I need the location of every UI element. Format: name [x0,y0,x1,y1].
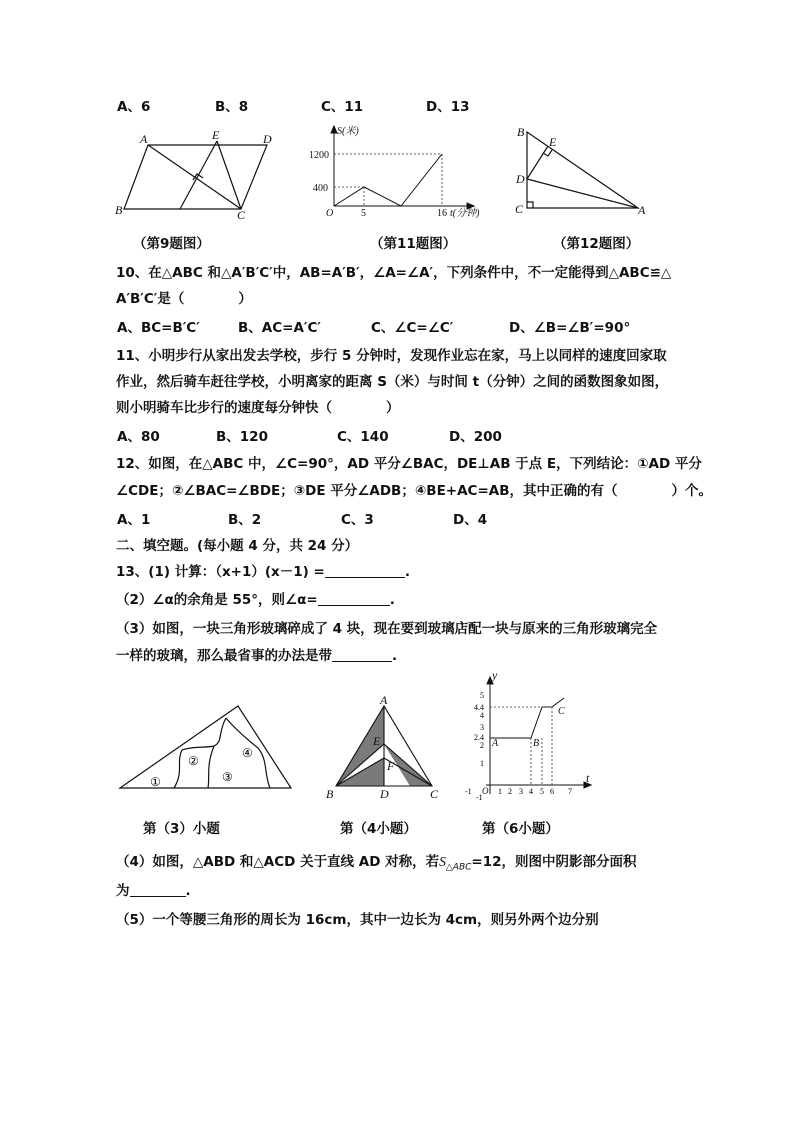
q11-line-2: 作业，然后骑车赶往学校，小明离家的距离 S（米）与时间 t（分钟）之间的函数图象如图， [116,374,669,390]
q13-2-text: （2）∠α的余角是 55°，则∠α= [116,592,318,608]
q11-option-b: B、120 [216,429,268,445]
figure-11-graph [306,124,486,222]
q13-4-area-subscript: △ABC [445,862,472,873]
q9-option-a: A、6 [117,99,151,115]
q13-3-answer-blank[interactable] [332,648,392,662]
fig4-label-d: D [380,787,389,801]
fig6-x-tick-neg1: -1 [465,787,472,796]
fig6-origin: O [482,786,489,796]
fig6-x-axis-label: t [586,771,590,785]
fig6-x-tick-5: 5 [540,787,544,796]
fig4-label-c: C [430,787,439,801]
q11-line-1: 11、小明步行从家出发去学校，步行 5 分钟时，发现作业忘在家，马上以同样的速度回家取 [116,348,667,364]
fig6-y-tick-2-4: 2.4 [474,733,484,742]
figure-4-shaded-triangle [322,694,448,802]
figure-9-parallelogram [110,128,280,220]
q9-option-c: C、11 [321,99,364,115]
q13-2-line [116,588,395,608]
fig6-x-tick-4: 4 [529,787,533,796]
q10-line-1: 10、在△ABC 和△A′B′C′中，AB=A′B′，∠A=∠A′，下列条件中，不一定能得到△ABC≌△ [116,265,672,281]
q10-option-a: A、BC=B′C′ [117,320,200,336]
q11-option-a: A、80 [117,429,160,445]
fig11-caption: （第11题图） [370,236,457,252]
fig11-origin: O [326,208,334,219]
q12-option-a: A、1 [117,512,151,528]
fig3-piece-1: ① [150,775,161,789]
fig4-label-f: F [387,759,395,773]
section-2-heading: 二、填空题。(每小题 4 分，共 24 分） [116,538,359,554]
q13-2-period: . [389,592,395,608]
fig12-label-b: B [517,125,525,139]
q12-option-b: B、2 [228,512,262,528]
sub-caption-6: 第（6小题） [482,821,559,837]
fig9-label-d: D [263,132,272,146]
fig6-y-tick-2: 2 [480,741,484,750]
q13-4-text: （4）如图，△ABD 和△ACD 关于直线 AD 对称，若 [116,854,440,870]
q13-3-period: . [392,648,398,664]
figure-12-triangle [510,124,650,218]
fig6-y-tick-4: 4 [480,711,484,720]
q10-option-c: C、∠C=∠C′ [371,320,454,336]
fig11-tick-1200: 1200 [309,150,329,161]
fig6-y-tick-5: 5 [480,691,484,700]
fig9-label-e: E [212,128,220,142]
fig12-caption: （第12题图） [553,236,640,252]
fig6-x-tick-1: 1 [498,787,502,796]
q12-line-1: 12、如图，在△ABC 中，∠C=90°，AD 平分∠BAC，DE⊥AB 于点 E，下列结论：①AD 平分 [116,456,702,472]
q12-line-2: ∠CDE；②∠BAC=∠BDE；③DE 平分∠ADB；④BE+AC=AB，其中正确的有（ ）个。 [116,483,713,499]
fig6-x-tick-6: 6 [550,787,554,796]
fig12-label-e: E [549,135,557,149]
q13-3-line-2 [116,644,397,664]
figure-3-broken-triangle [118,702,294,794]
sub-caption-3: 第（3）小题 [143,821,220,837]
fig12-label-a: A [638,203,646,217]
q13-4-text-3: 为 [116,883,130,899]
fig3-piece-2: ② [188,754,199,768]
fig6-y-axis-label: y [492,668,498,682]
q13-1-answer-blank[interactable] [325,564,405,578]
fig11-x-axis-label: t(分钟) [450,208,480,219]
fig11-y-axis-label: S(米) [337,126,359,137]
fig4-label-b: B [326,787,334,801]
fig6-y-tick-1: 1 [480,759,484,768]
q13-4-period: . [185,883,191,899]
q13-4-line-1 [116,850,637,873]
q13-4-line-2 [116,879,191,899]
fig9-label-b: B [115,203,123,217]
fig6-y-tick-neg1: -1 [476,793,483,802]
q12-option-d: D、4 [453,512,488,528]
fig12-label-c: C [515,202,524,216]
q13-4-answer-blank[interactable] [130,883,186,897]
q13-5-line: （5）一个等腰三角形的周长为 16cm，其中一边长为 4cm，则另外两个边分别 [116,912,599,928]
q13-2-answer-blank[interactable] [318,592,390,606]
q12-option-c: C、3 [341,512,374,528]
fig9-label-c: C [237,208,246,222]
q13-3-line-1: （3）如图，一块三角形玻璃碎成了 4 块，现在要到玻璃店配一块与原来的三角形玻璃完全 [116,621,658,637]
fig11-tick-16: 16 [437,208,447,219]
fig3-piece-4: ④ [242,746,253,760]
fig9-caption: （第9题图） [133,236,210,252]
q13-1-period: . [404,564,410,580]
q9-option-b: B、8 [215,99,249,115]
fig6-y-tick-4-4: 4.4 [474,703,484,712]
fig12-label-d: D [516,172,525,186]
q11-line-3: 则小明骑车比步行的速度每分钟快（ ） [116,400,400,416]
q11-option-d: D、200 [449,429,502,445]
q13-3-text: 一样的玻璃，那么最省事的办法是带 [116,648,332,664]
fig6-y-tick-3: 3 [480,723,484,732]
fig6-x-tick-3: 3 [519,787,523,796]
q9-option-d: D、13 [426,99,470,115]
fig3-piece-3: ③ [222,770,233,784]
fig6-label-a: A [492,738,499,749]
fig9-label-a: A [140,132,148,146]
q13-4-text-2: =12，则图中阴影部分面积 [471,854,637,870]
fig11-tick-5: 5 [361,208,366,219]
fig6-x-tick-7: 7 [568,787,572,796]
fig6-label-b: B [533,738,540,749]
fig6-label-c: C [558,706,565,717]
fig11-tick-400: 400 [313,183,328,194]
q10-option-b: B、AC=A′C′ [238,320,321,336]
fig6-x-tick-2: 2 [508,787,512,796]
sub-caption-4: 第（4小题） [340,821,417,837]
fig4-label-e: E [373,734,381,748]
q10-option-d: D、∠B=∠B′=90° [509,320,631,336]
q11-option-c: C、140 [337,429,389,445]
q13-1-line [116,560,410,580]
figure-6-coordinate-graph [465,668,594,802]
q13-1-text: 13、(1) 计算：（x+1）(x－1) = [116,564,325,580]
fig4-label-a: A [380,693,388,707]
q10-line-2: A′B′C′是（ ） [116,291,252,307]
q13-4-area-symbol: S [439,854,446,869]
